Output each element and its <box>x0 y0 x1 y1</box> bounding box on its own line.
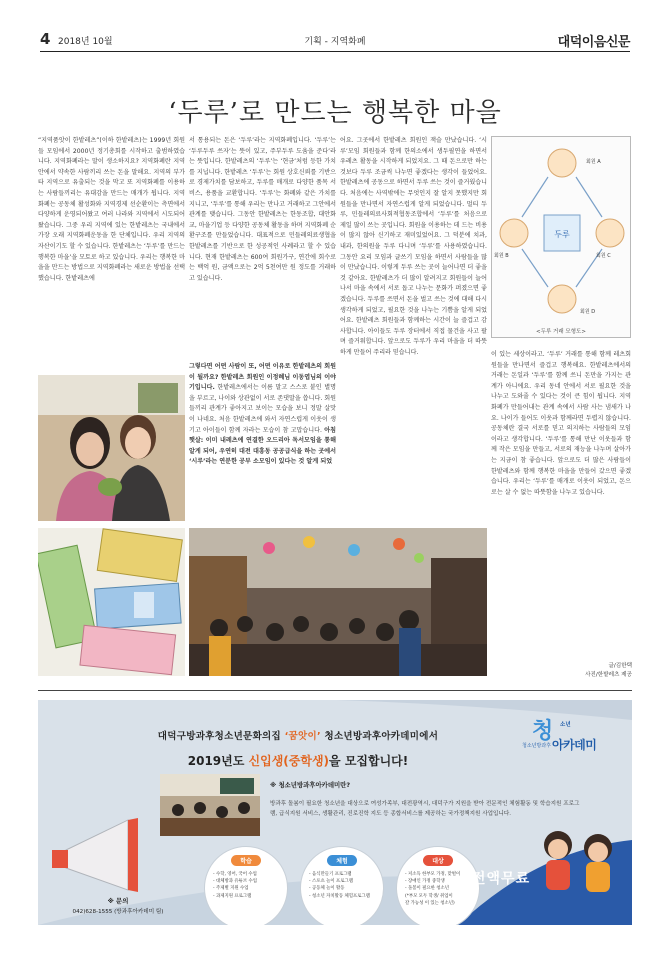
program-item: (*부모 모두 학생/ 취업이 <box>405 893 453 899</box>
article-column-2-interview <box>189 362 336 522</box>
program-item: - 저소득 한부모 가정, 맞벌이 <box>405 872 461 877</box>
section-divider <box>38 690 632 691</box>
diagram-center-label: 두루 <box>554 230 570 239</box>
ad-slogan-rest: 청소년방과후아카데미에서 <box>320 731 439 742</box>
academy-logo <box>518 714 622 754</box>
members-photo <box>38 375 185 521</box>
party-photo <box>189 528 487 676</box>
academy-logo-small: 청소년방과후 <box>522 743 551 749</box>
article-title: ‘두루’로 만드는 행복한 마을 <box>168 98 502 128</box>
program-circle-target <box>396 846 480 925</box>
program-item: 갈 가능성 이 있는 청소년) <box>405 900 455 906</box>
program-circles <box>204 846 484 925</box>
diagram-node-d: 회원 D <box>580 309 596 315</box>
program-circle-title: 대상 <box>423 855 453 866</box>
article-column-1: “지역품앗이 한밭레츠”(이하 한밭레츠)는 1999년 회원들 모임에서 2000년 정기총회를 시작하고 출범하였습니다. 지역화폐라는 말이 생소하지요? 지역화폐란 지역 안에서 약속한 사람끼리 쓰는 돈을 말해요. 지역의 부가 타 지역으로 유출되는 것을 막고 또 지역화폐를 이용하는 사람들끼리는 유대감을 만드는 매개가 됩니다. 지역화폐는 공동체 활성화와 지역경제 선순환이는 측면에서 다양하게 운영되어왔고 여러 나라와 지역에서 시도되어 왔습니다. 그중 우리 지역에 있는 한밭레츠는 국내에서 가장 오래 지역화폐운동을 한 단체입니다. 우리 지역의 자산이기도 할 수 있습니다. 한밭레츠는 ‘두루’를 만드는 행복한 마을’을 모토로 하고 있습니다. 우리는 행복한 마을을 만드는 방법으로 지역화폐라는 새로운 방법을 선택했습니다. 한밭레츠에 <box>38 137 185 282</box>
program-circle-learning <box>204 846 288 925</box>
program-item: - 스포츠 놀이 프로그램 <box>309 879 353 885</box>
credit-photo: 사진/한밭레츠 제공 <box>585 672 632 678</box>
program-circle-title: 학습 <box>231 855 261 866</box>
program-item: - 공동체 놀이 활동 <box>309 886 345 892</box>
academy-logo-mark: 청 <box>532 719 554 744</box>
ad-recruit-headline <box>68 752 528 769</box>
program-item: - 장애인 가정 중학생 <box>405 879 445 885</box>
academy-advertisement <box>38 700 632 925</box>
diagram-caption: <두루 거래 모형도> <box>536 329 586 335</box>
program-circle-title: 체험 <box>327 855 357 866</box>
academy-question: ※ 청소년방과후아카데미란? <box>270 781 351 789</box>
program-item: - 돌봄이 필요한 청소년 <box>405 886 449 892</box>
article-credit <box>560 662 632 680</box>
credit-writer: 글/김한택 <box>608 663 632 669</box>
ad-slogan <box>68 728 528 742</box>
interview-question: 그렇다면 어떤 사람이 또, 어떤 이유로 한밭레츠의 회원이 될까요? 한밭레츠 회원인 이정혜님 이동엽님의 이야기입니다. <box>189 363 336 392</box>
academy-description: 방과후 돌봄이 필요한 청소년을 대상으로 여성가족부, 대전광역시, 대덕구가 지원을 받아 전문적인 체험활동 및 학습지원 프로그램, 급식지원 서비스, 생활관리, 진로진학 지도 등 종합서비스를 제공하는 국가정책지원 사업입니다. <box>270 801 580 817</box>
section-title: 기획 - 지역화폐 <box>304 37 366 47</box>
diagram-node-a: 회원 A <box>586 159 601 165</box>
program-circle-experience <box>300 846 384 925</box>
page-header <box>40 30 630 52</box>
program-item: - 수학, 영어, 국어 수업 <box>213 872 257 877</box>
ad-slogan-org: 대덕구방과후청소년문화의집 <box>157 731 285 742</box>
ad-recruit-rest: 을 모집합니다! <box>329 754 409 768</box>
article-column-2: 서 통용되는 돈은 ‘두루’라는 지역화폐입니다. ‘두루’는 ‘두루두루 쓰자’는 뜻이 있고, 주부두루 도움을 준다’라는 뜻입니다. 한밭레츠의 ‘두루’는 ‘현금’처럼 등한 가치를 지닙니다. 한밭레츠 ‘두루’는 회원 상호신뢰를 기반으로 경제가치를 담보하고, 두루를 매개로 다양한 품목 서비스, 용품을 교환합니다. ‘두루’는 화폐와 같은 가치를 지니고, ‘두루’를 통해 우리는 만나고 거래하고 그안에서 관계를 맺습니다. 그동안 한밭레츠는 한동조합, 대안화교, 마을기업 등 다양한 공동체 활동을 하며 지역화폐 순환구조를 만들었습니다. 대표적으로 민들레의료생협을 한밭레츠를 기반으로 한 성공적인 사례라고 할 수 있습니다. 현재 한밭레츠는 600여 회원가구, 연간에 회수로는 백억 원, 금액으로는 2억 5천여만 원 정도를 거래하고 있습니다. <box>189 137 336 282</box>
duru-trade-diagram <box>491 136 631 338</box>
diagram-node-b: 회원 B <box>494 253 509 259</box>
academy-logo-text: 아카데미 <box>552 738 597 752</box>
ad-contact <box>58 896 178 915</box>
classroom-photo <box>160 774 260 836</box>
article-column-3: 어요. 그곳에서 한밭레츠 회원인 잭슬 만났습니다. ‘시루’모임 회원들과 함께 한의소에서 생두필연을 하면서 우레츠 활동을 시작하게 되었지요. 그 때 돈으로만 하는 것보다 두루 조금씩 나누면 좋겠다는 생각이 들었어요. 한밭레츠에 공동으로 하면서 두루 쓰는 것이 즐거웠습니다. 처음에는 사역밖에는 무엇인지 잘 알지 못했지만 회원들을 만나면서 자연스럽게 알게 되었습니다. 멀티 두루, 민들레의료사회적협동조합에서 ‘두루’를 처음으로 제일 많이 쓰는 곳입니다. 회원을 이용하는 데 드는 비용이 많지 않아 신기하고 재미있었어요. 그 덕분에 치과, 내과, 한의원을 두루 다니며 ‘두루’를 사용하였습니다. 그동안 요리 모임과 글쓰기 모임을 하면서 사람들을 많이 만났습니다. 이렇게 두루 쓰는 곳이 늘어나면 더 좋을 것 같아요. 한밭레츠가 더 많이 알려지고 회원들이 늘어나서 마을 속에서 서로 돕고 나누는 문화가 퍼졌으면 좋겠습니다. 두루를 쓰면서 돈을 벌고 쓰는 것에 대해 다시 생각하게 되었고, 필요한 것을 나누는 기쁨을 알게 되었어요. 한밭레츠 회원들과 함께하는 시간이 늘 즐겁고 감사합니다. 아이들도 두루 장터에서 직접 물건을 사고 팔며 즐거워합니다. 앞으로도 두루가 우리 마을을 더 따뜻하게 만들어 주리라 믿습니다. <box>340 137 487 356</box>
ad-recruit-target: 신입생(중학생) <box>248 754 330 768</box>
program-item: - 대체방과 유튜브 수업 <box>213 879 257 885</box>
academy-logo-sub: 소년 <box>560 722 571 728</box>
duru-currency-photo <box>38 528 185 676</box>
program-item: - 음식만들기 프로그램 <box>309 872 352 877</box>
program-item: - 청소년 자치활동 체험프로그램 <box>309 893 370 899</box>
ad-slogan-highlight: ‘꿈앗이’ <box>284 731 321 742</box>
contact-label: ※ 문의 <box>107 897 129 905</box>
interview-answer: 한밭레츠에서는 이름 말고 스스로 붙인 별명을 부르고, 나이와 상관없이 서로 존댓말을 씁니다. 회원들끼리 관계가 좋아지고 보이는 모습을 보니 정말 살맛이 나네요. 처음 한밭레츠에 와서 자연스럽게 이웃이 생기고 아이들이 함께 자라는 모습이 참 고맙습니다. <box>189 384 336 434</box>
free-label: 전액무료 <box>472 871 531 887</box>
program-item: - 과제지원 프로그램 <box>213 893 252 899</box>
issue-date: 2018년 10월 <box>58 37 113 47</box>
article-column-4: 이 있는 세상이라고. ‘두루’ 거래를 통해 함께 레츠회원들을 만나면서 즐겁고 행복해요. 한밭레츠에서의 거래는 돈일과 ‘두루’를 함께 쓰니 돈만을 가지는 관계가 아니에요. 우리 동네 안에서 서로 필요한 것을 나누고 도와줄 수 있다는 것이 큰 힘이 됩니다. 지역화폐가 만들어내는 관계 속에서 사람 사는 냄새가 나요. 나이가 들어도 이웃과 함께라면 두렵지 않습니다. 공동체란 결국 서로를 믿고 의지하는 사람들의 모임이라고 생각합니다. ‘두루’를 통해 만난 이웃들과 함께 작은 모임을 만들고, 서로의 재능을 나누며 살아가는 지금이 참 좋습니다. 앞으로도 더 많은 사람들이 한밭레츠와 함께 행복한 마을을 만들어 갔으면 좋겠습니다. 우리는 ‘두루’를 매개로 이웃이 되었고, 돈으로는 살 수 없는 따뜻함을 나누고 있습니다. <box>491 351 631 496</box>
program-item: - 주제별 지원 수업 <box>213 886 249 892</box>
ad-recruit-year: 2019년도 <box>187 754 249 768</box>
newspaper-logo: 대덕이음신문 <box>557 35 630 50</box>
interview-speaker: 아침햇살: 이미 내레츠에 연결한 오드리아 독서모임을 통해 알게 되어, 우연히 대전 대흥동 공공급식을 하는 곳에서 ‘시루’라는 연분한 공부 소모임이 있다는 것 알게 되었 <box>189 426 336 466</box>
contact-number: 042)628-1555 (방과후아카데미 팀) <box>72 909 164 915</box>
page-number: 4 <box>40 30 51 48</box>
diagram-node-c: 회원 C <box>596 253 611 259</box>
